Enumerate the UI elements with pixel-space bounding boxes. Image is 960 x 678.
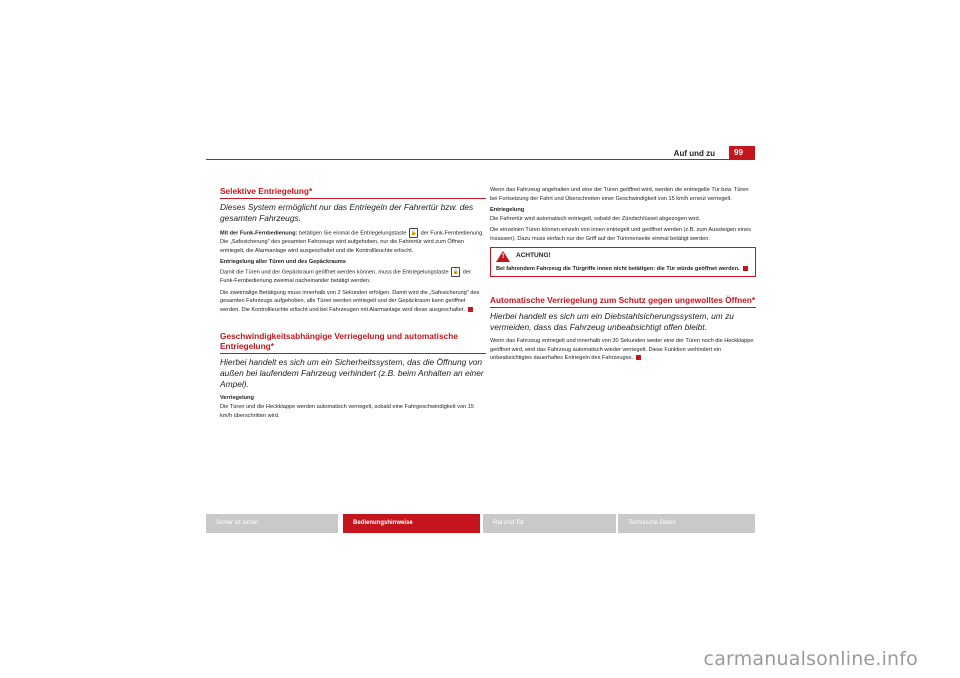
left-column [220, 186, 486, 423]
unlock-key-icon: 🔓 [410, 230, 417, 236]
warning-text: Bei fahrendem Fahrzeug die Türgriffe innen nicht betätigen: die Tür würde geöffnet werden. [496, 265, 750, 274]
section-title: Automatische Verriegelung zum Schutz gegen ungewolltes Öffnen* [490, 295, 756, 308]
header-title: Auf und zu [673, 149, 715, 158]
footer-tab-sicher[interactable]: Sicher ist sicher [206, 514, 338, 533]
paragraph: Entriegelung aller Türen und des Gepäckraums Damit die Türen und der Gepäckraum geöffnet werden können, muss die Entriegelungstaste 🔓 der Funk-Fernbedienung zweimal nacheinander betätigt werden. [220, 259, 471, 284]
paragraph: Die zweimalige Betätigung muss innerhalb von 2 Sekunden erfolgen. Damit wird die „Safesicherung" des gesamten Fahrzeugs aufgehoben, alle Türen werden entriegelt und der Gepäckraum kann geöffnet werden. Die Kontrollleuchte erlischt und bei Fahrzeugen mit Alarmanlage wird diese ausgeschaltet. [220, 289, 480, 313]
page-number: 99 [729, 146, 755, 160]
paragraph-label: Entriegelung aller Türen und des Gepäckraums [220, 259, 346, 266]
paragraph-label: Verriegelung [220, 395, 254, 402]
section-title: Geschwindigkeitsabhängige Verriegelung und automatische Entriegelung* [220, 331, 486, 354]
paragraph: Wenn das Fahrzeug entriegelt und innerhalb von 30 Sekunden weder eine der Türen noch die Heckklappe geöffnet wird, wird das Fahrzeug automatisch wieder verriegelt. Diese Funktion verhindert ein unbeabsichtigtes dauerhaftes Entriegeln des Fahrzeuges. [490, 338, 754, 362]
end-mark-icon [636, 355, 641, 360]
section-title: Selektive Entriegelung* [220, 186, 486, 199]
section-lead: Hierbei handelt es sich um ein Sicherheitssystem, das die Öffnung von außen bei laufendem Fahrzeug verhindert (z.B. beim Anhalten an einer Ampel). [220, 357, 484, 390]
footer-tab-rat[interactable]: Rat und Tat [483, 514, 616, 533]
paragraph: Entriegelung Die Fahrertür wird automatisch entriegelt, sobald der Zündschlüssel abgezogen wird. [490, 207, 701, 222]
paragraph: Wenn das Fahrzeug angehalten und eine der Türen geöffnet wird, werden die entriegelte Tür bzw. Türen bei Fortsetzung der Fahrt und Überschreiten einer Geschwindigkeit von 15 km/h erneut verriegelt. [490, 187, 749, 202]
paragraph: Verriegelung Die Türen und die Heckklappe werden automatisch verriegelt, sobald eine Fahrgeschwindigkeit von 15 km/h überschritten wird. [220, 395, 474, 419]
paragraph: Die einzelnen Türen können einzeln von innen entriegelt und geöffnet werden (z.B. zum Aussteigen eines Insassen). Dazu muss einfach nur der Griff auf der Türinnenseite einmal betätigt werden. [490, 227, 752, 242]
right-column [490, 186, 756, 366]
section-lead: Dieses System ermöglicht nur das Entriegeln der Fahrertür bzw. des gesamten Fahrzeugs. [220, 202, 474, 223]
paragraph-label: Mit der Funk-Fernbedienung: [220, 230, 298, 237]
paragraph-label: Entriegelung [490, 207, 525, 214]
header-rule [206, 159, 755, 160]
end-mark-icon [743, 266, 748, 271]
paragraph: Mit der Funk-Fernbedienung: betätigen Sie einmal die Entriegelungstaste 🔓 der Funk-Fernbedienung. Die „Safesicherung" des gesamten Fahrzeugs wird aufgehoben, nur die Fahrertür wird zum Öffnen entriegelt, die Alarmanlage wird ausgeschaltet und die Kontrollleuchte erlischt. [220, 230, 484, 254]
footer-tab-bedienung[interactable]: Bedienungshinweise [343, 514, 480, 533]
footer-tab-technik[interactable]: Technische Daten [618, 514, 755, 533]
section-lead: Hierbei handelt es sich um ein Diebstahlsicherungssystem, um zu vermeiden, dass das Fahrzeug unbeabsichtigt offen bleibt. [490, 311, 734, 333]
unlock-key-icon: 🔓 [452, 268, 459, 275]
end-mark-icon [468, 307, 473, 312]
warning-title: ACHTUNG! [516, 251, 551, 259]
warning-box [490, 247, 756, 278]
warning-triangle-icon: ! [496, 251, 510, 262]
warning-header [496, 251, 750, 262]
watermark: carmanualsonline.info [703, 648, 918, 670]
